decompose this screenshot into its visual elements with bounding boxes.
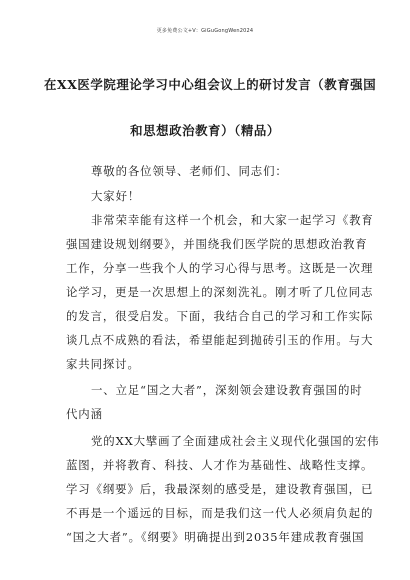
paragraph-line: “国之大者”。《纲要》明确提出到2035年建成教育强国	[66, 530, 365, 544]
paragraph-line: 非常荣幸能有这样一个机会，和大家一起学习《教育	[91, 213, 374, 227]
paragraph-line: 工作，分享一些我个人的学习心得与思考。这既是一次理	[66, 261, 374, 275]
paragraph-line: 蓝图，并将教育、科技、人才作为基础性、战略性支撑。	[66, 458, 374, 472]
paragraph-line: 学习《纲要》后，我最深刻的感受是，建设教育强国，已	[66, 482, 374, 496]
paragraph-line: 党的XX大擘画了全面建成社会主义现代化强国的宏伟	[91, 434, 380, 448]
salutation: 尊敬的各位领导、老师们、同志们：	[91, 164, 288, 178]
paragraph-line: 强国建设规划纲要》，并围绕我们医学院的思想政治教育	[66, 237, 368, 251]
paragraph-line: 不再是一个遥远的目标，而是我们这一代人必须肩负起的	[66, 506, 374, 520]
greeting: 大家好！	[91, 189, 141, 203]
paragraph-line: 家共同探讨。	[66, 357, 140, 371]
paragraph-line: 论学习，更是一次思想上的深刻洗礼。刚才听了几位同志	[66, 285, 374, 299]
header-watermark: 更多免费公文+V：GiGuGongWen2024	[156, 28, 254, 34]
document-title-line-1: 在XX医学院理论学习中心组会议上的研讨发言（教育强国	[44, 77, 377, 92]
paragraph-line: 的发言，很受启发。下面，我结合自己的学习和工作实际	[66, 309, 374, 323]
document-title-line-2: 和思想政治教育）（精品）	[130, 123, 280, 138]
paragraph-line: 谈几点不成熟的看法，希望能起到抛砖引玉的作用。与大	[66, 333, 374, 347]
section-heading-line: 代内涵	[66, 407, 103, 421]
section-heading-line: 一、立足“国之大者”，深刻领会建设教育强国的时	[91, 383, 363, 397]
